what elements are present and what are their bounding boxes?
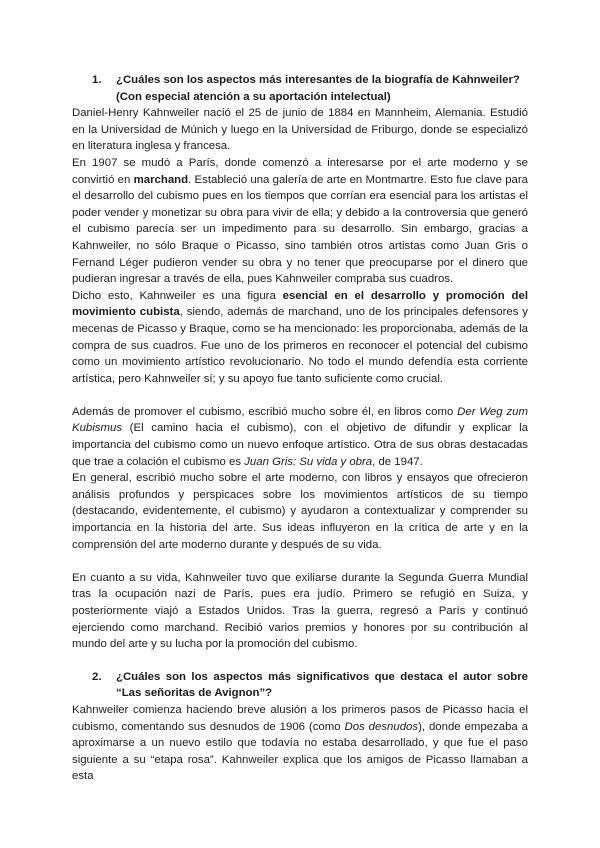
paragraph-writings: Además de promover el cubismo, escribió mucho sobre él, en libros como Der Weg zum Kubismus (El camino hacia el cubismo), con el objetivo de difundir y explicar la importancia del cubismo como un nuevo enfoque artístico. Otra de sus obras destacadas que trae a colación el cubismo es Juan Gris: Su vida y obra, de 1947.: [72, 405, 528, 468]
question-2-title: ¿Cuáles son los aspectos más significativos que destaca el autor sobre “Las señoritas de Avignon”?: [116, 670, 528, 700]
question-1-subtitle: (Con especial atención a su aportación intelectual): [116, 90, 391, 103]
question-2-heading: [72, 669, 528, 702]
bold-essential: esencial en el desarrollo y promoción del movimiento cubista: [72, 289, 528, 319]
book-title-1: Der Weg zum Kubismus: [72, 405, 528, 435]
artwork-title: Dos desnudos: [344, 720, 419, 733]
question-1-heading: [72, 72, 528, 105]
paragraph-birth: Daniel-Henry Kahnweiler nació el 25 de junio de 1884 en Mannheim, Alemania. Estudió en la Universidad de Múnich y luego en la Universidad de Friburgo, donde se especializó en literatura inglesa y francesa.: [72, 107, 528, 153]
book-title-2: Juan Gris: Su vida y obra: [244, 455, 373, 468]
question-1-title: ¿Cuáles son los aspectos más interesantes de la biografía de Kahnweiler?: [116, 74, 520, 86]
paragraph-avignon: Kahnweiler comienza haciendo breve alusión a los primeros pasos de Picasso hacia el cubismo, comentando sus desnudos de 1906 (como Dos desnudos), donde empezaba a aproximarse a un nuevo estilo que todavía no estaba desarrollado, y que fue el paso siguiente a su “etapa rosa”. Kahnweiler explica que los amigos de Picasso llamaban a esta: [72, 703, 528, 783]
question-1-number: 1.: [92, 74, 102, 86]
paragraph-modern-art: En general, escribió mucho sobre el arte moderno, con libros y ensayos que ofrecieron análisis profundos y perspicaces sobre los movimientos artísticos de su tiempo (destacando, evidentemente, el cubismo) y ayudaron a contextualizar y comprender su importancia en la historia del arte. Sus ideas influyeron en la crítica de arte y en la comprensión del arte moderno durante y después de su vida.: [72, 472, 528, 551]
paragraph-promotion: Dicho esto, Kahnweiler es una figura esencial en el desarrollo y promoción del movimiento cubista, siendo, además de marchand, uno de los principales defensores y mecenas de Picasso y Braque, como se ha mencionado: les proporcionaba, además de la compra de sus cuadros. Fue uno de los primeros en reconocer el potencial del cubismo como un movimiento artístico revolucionario. No todo el mundo defendía esta corriente artística, pero Kahnweiler sí; y su apoyo fue tanto suficiente como crucial.: [72, 289, 528, 385]
document-body: [72, 72, 528, 785]
paragraph-exile: En cuanto a su vida, Kahnweiler tuvo que exiliarse durante la Segunda Guerra Mundial tras la ocupación nazi de París, pues era judío. Primero se refugió en Suiza, y posteriormente viajó a Estados Unidos. Tras la guerra, regresó a París y continuó ejerciendo como marchand. Recibió varios premios y honores por su contribución al mundo del arte y su lucha por la promoción del cubismo.: [72, 571, 528, 651]
question-2-number: 2.: [92, 670, 102, 683]
paragraph-paris: En 1907 se mudó a París, donde comenzó a interesarse por el arte moderno y se convirtió en marchand. Estableció una galería de arte en Montmartre. Esto fue clave para el desarrollo del cubismo pues en los tiempos que corrían era esencial para los artistas el poder vender y monetizar su obra para vivir de ella; y debido a la controversia que generó el cubismo parecía ser un impedimento para su desarrollo. Sin embargo, gracias a Kahnweiler, no sólo Braque o Picasso, sino también otros artistas como Juan Gris o Fernand Léger pudieron vender su obra y no tener que preocuparse por el dinero que pudieran ingresar a través de ella, pues Kahnweiler compraba sus cuadros.: [72, 156, 529, 286]
bold-marchand: marchand: [133, 173, 189, 186]
